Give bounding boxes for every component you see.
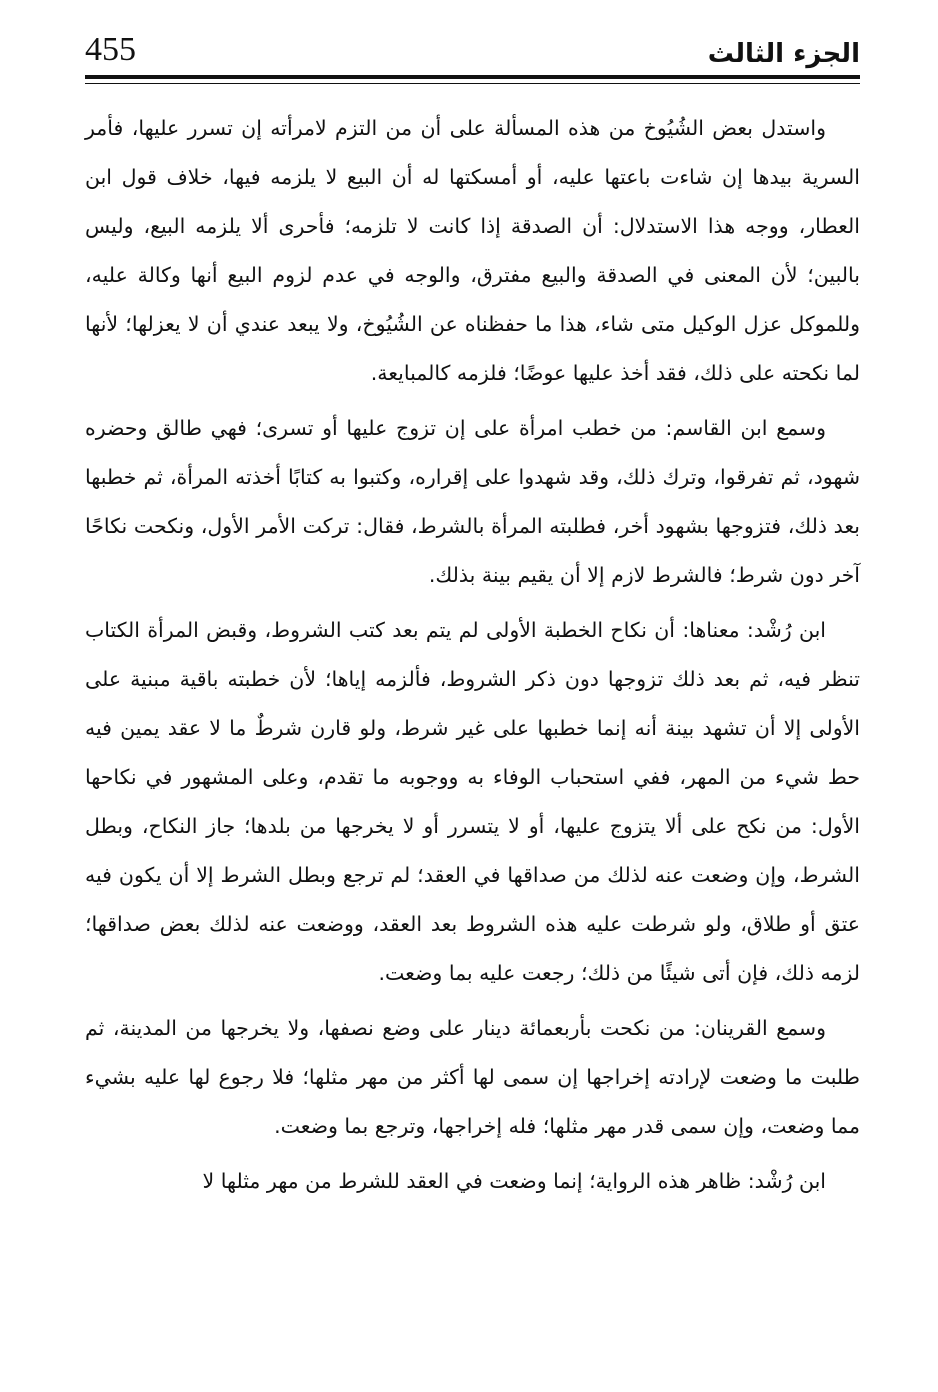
paragraph-4: وسمع القرينان: من نكحت بأربعمائة دينار على وضع نصفها، ولا يخرجها من المدينة، ثم طلبت ما وضعت لإرادته إخراجها إن سمى لها أكثر من مهر مثلها؛ فلا رجوع لها عليه بشيء مما وضعت، وإن سمى قدر مهر مثلها؛ فله إخراجها، وترجع بما وضعت. <box>85 1016 860 1138</box>
paragraph-2: وسمع ابن القاسم: من خطب امرأة على إن تزوج عليها أو تسرى؛ فهي طالق وحضره شهود، ثم تفرقوا، وترك ذلك، وقد شهدوا على إقراره، وكتبوا به كتابًا أخذته المرأة، ثم خطبها بعد ذلك، فتزوجها بشهود أخر، فطلبته المرأة بالشرط، فقال: تركت الأمر الأول، ونكحت نكاحًا آخر دون شرط؛ فالشرط لازم إلا أن يقيم بينة بذلك. <box>85 416 860 587</box>
header-rule-thin <box>85 83 860 84</box>
page-number: 455 <box>85 31 136 68</box>
header-rule-thick <box>85 75 860 79</box>
paragraph-5: ابن رُشْد: ظاهر هذه الرواية؛ إنما وضعت في العقد للشرط من مهر مثلها لا <box>202 1169 826 1193</box>
part-title: الجزء الثالث <box>707 39 860 69</box>
running-header <box>85 30 860 76</box>
paragraph-3: ابن رُشْد: معناها: أن نكاح الخطبة الأولى لم يتم بعد كتب الشروط، وقبض المرأة الكتاب تنظر فيه، ثم بعد ذلك تزوجها دون ذكر الشروط، فألزمه إياها؛ لأن خطبته باقية مبنية على الأولى إلا أن تشهد بينة أنه إنما خطبها على غير شرط، ولو قارن شرطٌ ما لا عقد يمين فيه حط شيء من المهر، ففي استحباب الوفاء به ووجوبه ما تقدم، وعلى المشهور في نكاحها الأول: من نكح على ألا يتزوج عليها، أو لا يتسرر أو لا يخرجها من بلدها؛ جاز النكاح، وبطل الشرط، وإن وضعت عنه لذلك من صداقها في العقد؛ لم ترجع وبطل الشرط إلا أن يكون فيه عتق أو طلاق، ولو شرطت عليه هذه الشروط بعد العقد، ووضعت عنه لذلك بعض صداقها؛ لزمه ذلك، فإن أتى شيئًا من ذلك؛ رجعت عليه بما وضعت. <box>85 618 860 985</box>
body-text <box>85 104 860 1212</box>
paragraph-1: واستدل بعض الشُيُوخ من هذه المسألة على أن من التزم لامرأته إن تسرر عليها، فأمر السرية بيدها إن شاءت باعتها عليه، أو أمسكتها له أن البيع لا يلزمه فيها، خلاف قول ابن العطار، ووجه هذا الاستدلال: أن الصدقة إذا كانت لا تلزمه؛ فأحرى ألا يلزمه البيع، وليس بالبين؛ لأن المعنى في الصدقة والبيع مفترق، والوجه في عدم لزوم البيع أنها وكالة عليه، وللموكل عزل الوكيل متى شاء، هذا ما حفظناه عن الشُيُوخ، ولا يبعد عندي أن لا يعزلها؛ لأنها لما نكحته على ذلك، فقد أخذ عليها عوضًا؛ فلزمه كالمبايعة. <box>85 116 860 385</box>
